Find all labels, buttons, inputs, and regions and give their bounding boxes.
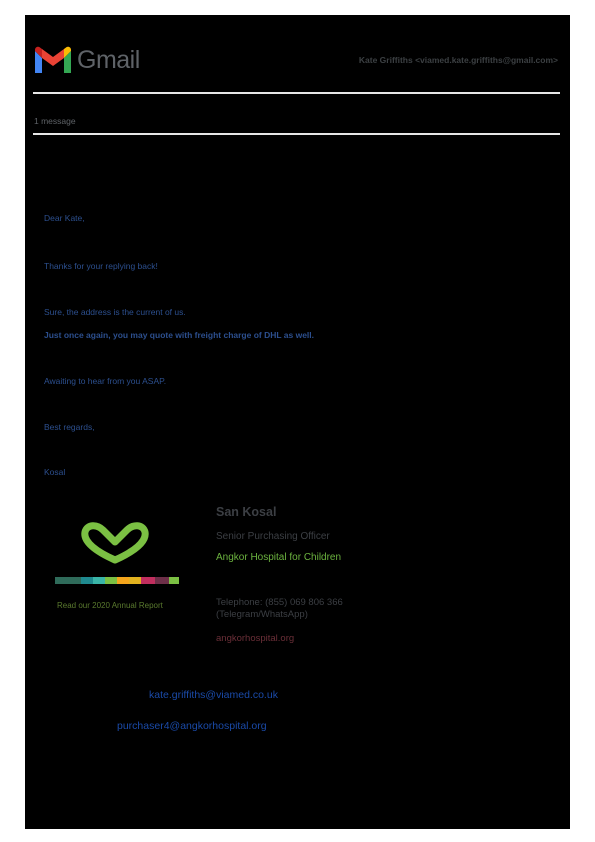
account-user: Kate Griffiths <viamed.kate.griffiths@gmail.com>: [358, 55, 558, 65]
signature-website-link[interactable]: angkorhospital.org: [216, 633, 295, 644]
message-count: 1 message: [34, 116, 76, 126]
color-bar-segment: [129, 577, 141, 584]
recipient-email-link[interactable]: purchaser4@angkorhospital.org: [117, 720, 267, 732]
message-line: Awaiting to hear from you ASAP.: [44, 376, 167, 386]
gmail-m-icon: [33, 45, 73, 75]
color-bar-segment: [55, 577, 81, 584]
color-bar-segment: [81, 577, 93, 584]
color-bar-segment: [117, 577, 129, 584]
color-bar-segment: [105, 577, 117, 584]
gmail-wordmark: Gmail: [77, 46, 140, 74]
greeting: Dear Kate,: [44, 213, 85, 223]
message-line: Thanks for your replying back!: [44, 261, 158, 271]
sender-name-short: Kosal: [44, 467, 66, 477]
signature-phone: [216, 597, 343, 621]
color-bar-segment: [155, 577, 169, 584]
signature-name: San Kosal: [216, 505, 277, 519]
message-line: Sure, the address is the current of us.: [44, 307, 186, 317]
signature-title: Senior Purchasing Officer: [216, 531, 330, 542]
annual-report-link[interactable]: Read our 2020 Annual Report: [57, 601, 163, 610]
thread-divider: [33, 133, 560, 135]
color-bar-segment: [141, 577, 155, 584]
closing: Best regards,: [44, 422, 95, 432]
header-divider: [33, 92, 560, 94]
signature-organization: Angkor Hospital for Children: [216, 552, 342, 563]
recipient-email-link[interactable]: kate.griffiths@viamed.co.uk: [149, 689, 278, 701]
phone-apps: (Telegram/WhatsApp): [216, 609, 308, 620]
brand-color-bar: [55, 577, 179, 584]
color-bar-segment: [169, 577, 179, 584]
message-line-emphasis: Just once again, you may quote with freight charge of DHL as well.: [44, 330, 315, 340]
color-bar-segment: [93, 577, 105, 584]
email-print-page: [25, 15, 570, 829]
phone-number: Telephone: (855) 069 806 366: [216, 597, 343, 608]
hospital-heart-logo: [77, 520, 153, 564]
gmail-logo: [33, 45, 143, 75]
